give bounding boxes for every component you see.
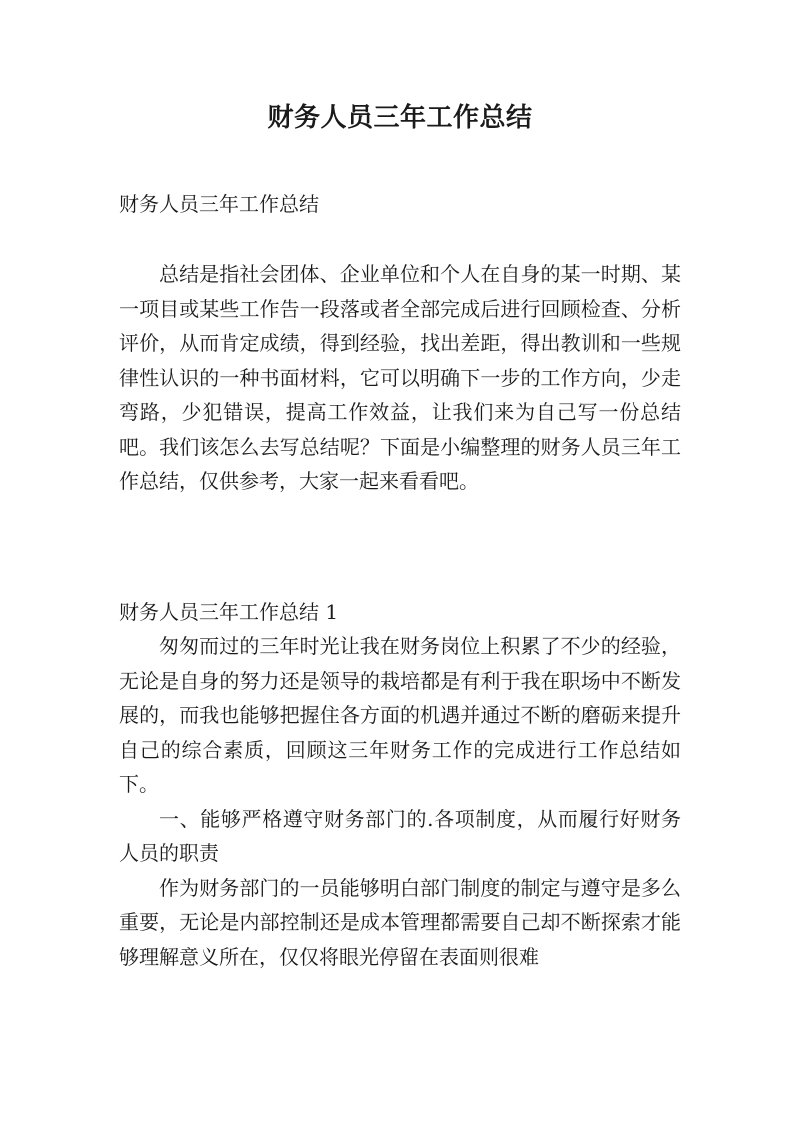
body-paragraph: 作为财务部门的一员能够明白部门制度的制定与遵守是多么重要，无论是内部控制还是成本管理都需要自己却不断探索才能够理解意义所在，仅仅将眼光停留在表面则很难 bbox=[119, 875, 681, 969]
body-paragraph-heading: 一、能够严格遵守财务部门的.各项制度，从而履行好财务人员的职责 bbox=[119, 806, 681, 865]
section-body bbox=[119, 629, 681, 974]
document-subtitle: 财务人员三年工作总结 bbox=[119, 192, 319, 216]
intro-paragraph: 总结是指社会团体、企业单位和个人在自身的某一时期、某一项目或某些工作告一段落或者全部完成后进行回顾检查、分析评价，从而肯定成绩，得到经验，找出差距，得出教训和一些规律性认识的一种书面材料，它可以明确下一步的工作方向，少走弯路，少犯错误，提高工作效益，让我们来为自己写一份总结吧。我们该怎么去写总结呢？下面是小编整理的财务人员三年工作总结，仅供参考，大家一起来看看吧。 bbox=[119, 262, 681, 493]
body-paragraph: 匆匆而过的三年时光让我在财务岗位上积累了不少的经验，无论是自身的努力还是领导的栽培都是有利于我在职场中不断发展的，而我也能够把握住各方面的机遇并通过不断的磨砺来提升自己的综合素质，回顾这三年财务工作的完成进行工作总结如下。 bbox=[119, 634, 681, 796]
section-heading: 财务人员三年工作总结 1 bbox=[119, 600, 339, 624]
document-title: 财务人员三年工作总结 bbox=[267, 103, 533, 133]
